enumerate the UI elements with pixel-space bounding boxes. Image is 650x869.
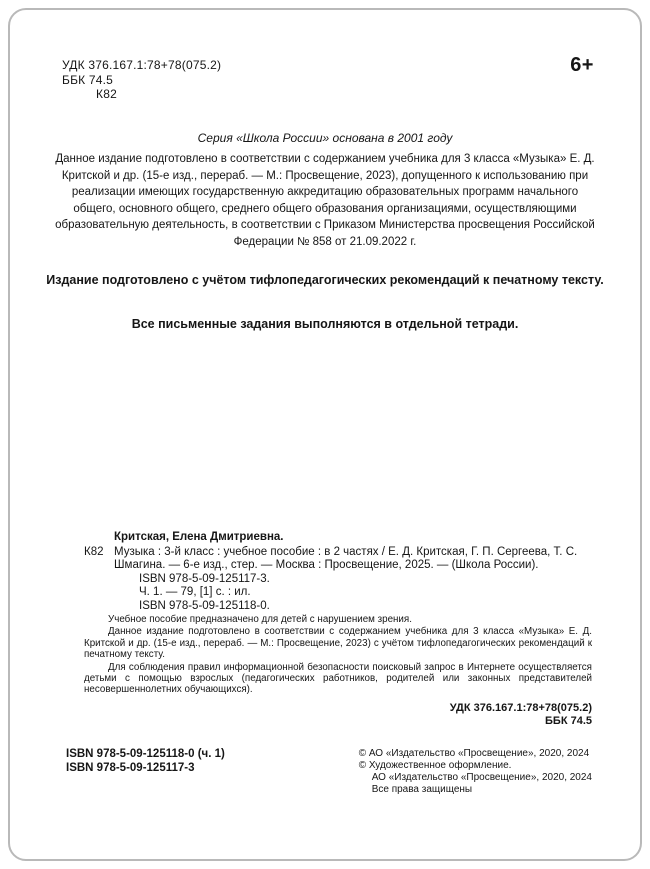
bib-isbn-series: ISBN 978-5-09-125117-3. [139, 572, 270, 585]
bib-note-vision: Учебное пособие предназначено для детей с нарушением зрения. [108, 614, 412, 625]
bib-part-line: Ч. 1. — 79, [1] с. : ил. [139, 586, 251, 598]
bib-entry [84, 546, 592, 573]
footer-isbn-block [66, 748, 225, 775]
footer-isbn-part: ISBN 978-5-09-125118-0 (ч. 1) [66, 748, 225, 760]
imprint-footer [66, 748, 592, 796]
bib-isbn-part: ISBN 978-5-09-125118-0. [139, 599, 270, 612]
bib-note-edition: Данное издание подготовлено в соответствии с содержанием учебника для 3 класса «Музыка» Е. Д. Критской и др. (15-е изд., перераб. — М.: Просвещение, 2023) с учётом тифлопедагогических рекомендаций к печатному тексту. [84, 626, 592, 661]
edition-approval-note: Данное издание подготовлено в соответствии с содержанием учебника для 3 класса «Музыка» Е. Д. Критской и др. (15-е изд., перераб. — М.: Просвещение, 2023), допущенного к использованию при реализации имеющих государственную аккредитацию образовательных программ начального общего, основного общего, среднего общего образования организациями, осуществляющими образовательную деятельность, в соответствии с Приказом Министерства просвещения Российской Федерации № 858 от 21.09.2022 г. [55, 153, 595, 248]
bbk-code-top: ББК 74.5 [62, 72, 114, 87]
bibliographic-record [84, 531, 592, 728]
udk-code-top: УДК 376.167.1:78+78(075.2) [62, 58, 222, 72]
copyright-block [359, 748, 592, 796]
udk-code-bottom: УДК 376.167.1:78+78(075.2) [449, 701, 592, 714]
classification-codes-bottom [84, 702, 592, 728]
copyright-line: © Художественное оформление. [358, 760, 512, 771]
bbk-code-bottom: ББК 74.5 [545, 714, 592, 727]
written-tasks-note: Все письменные задания выполняются в отдельной тетради. [131, 317, 519, 331]
age-rating-badge: 6+ [570, 54, 594, 76]
footer-isbn-series: ISBN 978-5-09-125117-3 [66, 761, 195, 774]
author-sign-top: К82 [96, 87, 117, 101]
copyright-line: © АО «Издательство «Просвещение», 2020, 2024 [358, 748, 590, 759]
series-note: Серия «Школа России» основана в 2001 году [197, 131, 453, 145]
bib-author: Критская, Елена Дмитриевна. [114, 531, 284, 543]
bib-description: Музыка : 3-й класс : учебное пособие : в 2 частях / Е. Д. Критская, Г. П. Сергеева, Т. С. Шмагина. — 6-е изд., стер. — Москва : Просвещение, 2025. — (Школа России). [114, 545, 578, 571]
copyright-line: АО «Издательство «Просвещение», 2020, 2024 [371, 772, 592, 783]
tiflo-recommendations-note: Издание подготовлено с учётом тифлопедагогических рекомендаций к печатному тексту. [46, 273, 604, 287]
author-sign-bib: К82 [84, 545, 104, 558]
classification-codes [62, 58, 221, 102]
copyright-line: Все права защищены [371, 784, 473, 795]
bib-note-safety: Для соблюдения правил информационной безопасности поисковый запрос в Интернете осуществляется детьми с помощью взрослых (педагогических работников, родителей или законных представителей несовершеннолетних обучающихся). [84, 661, 592, 696]
